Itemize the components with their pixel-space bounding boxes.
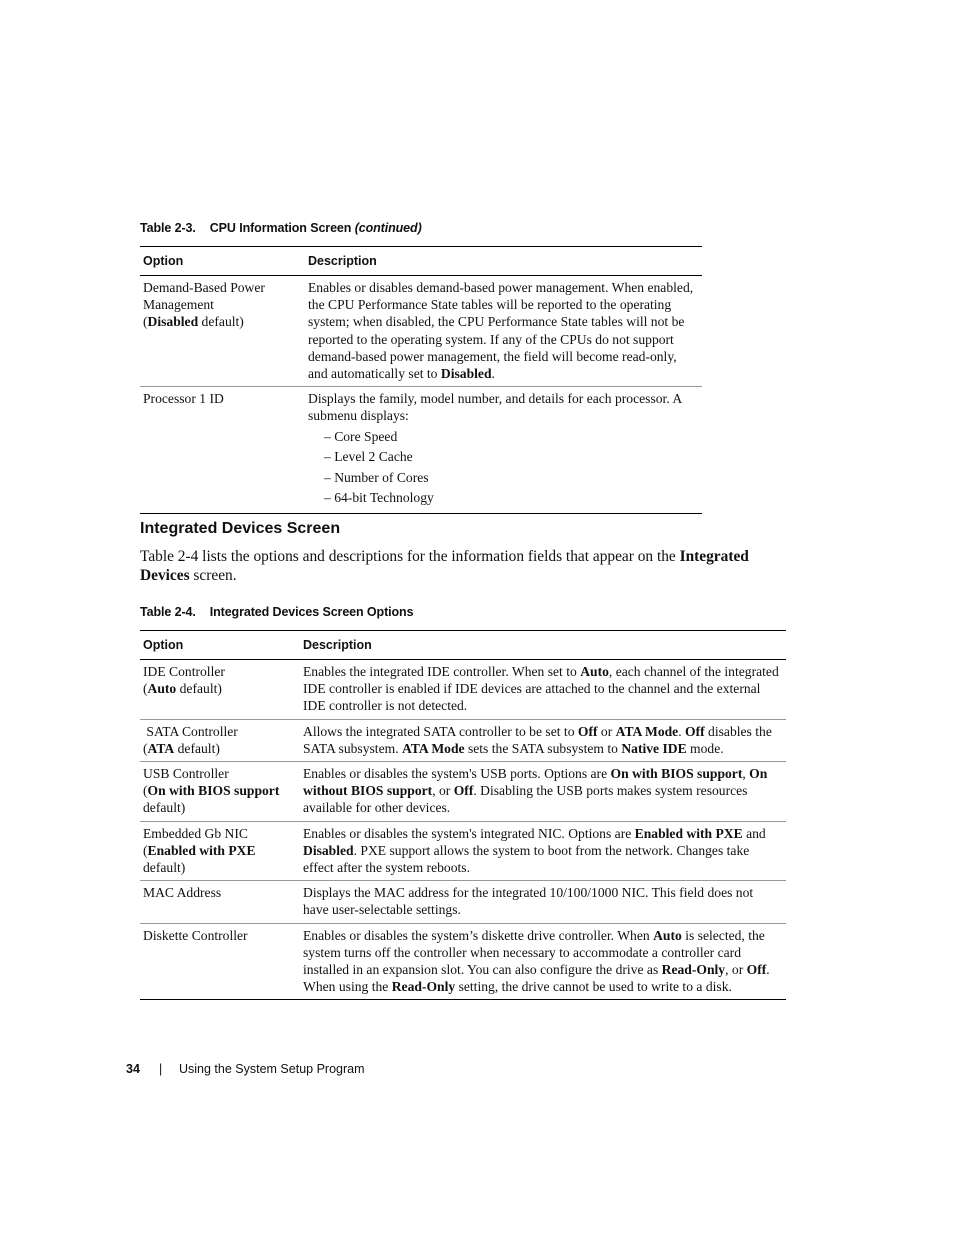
caption-title: Integrated Devices Screen Options xyxy=(209,605,414,619)
description-text: , or xyxy=(725,962,747,978)
table-header-row xyxy=(140,247,702,276)
option-name: USB Controller xyxy=(143,766,229,782)
integrated-devices-table xyxy=(140,630,786,1000)
option-cell xyxy=(140,660,300,720)
description-text: . PXE support allows the system to boot from the network. Changes take effect after the system reboots. xyxy=(303,842,750,876)
submenu-item: – Number of Cores xyxy=(324,469,429,485)
description-bold: On with BIOS support xyxy=(610,766,743,782)
description-text: , or xyxy=(432,783,454,799)
paragraph-bold: Integrated Devices xyxy=(140,548,749,584)
option-default-open: ( xyxy=(143,842,148,858)
table-row xyxy=(140,762,786,822)
description-text: , xyxy=(742,766,750,782)
description-text: Enables or disables the system's integrated NIC. Options are xyxy=(303,825,635,841)
description-bold: Disabled xyxy=(303,842,354,858)
description-cell: Displays the MAC address for the integrated 10/100/1000 NIC. This field does not have user-selectable settings. xyxy=(300,881,786,923)
description-bold: Read-Only xyxy=(391,979,456,995)
description-bold: Off xyxy=(453,783,474,799)
option-cell: Diskette Controller xyxy=(140,923,300,1000)
description-text: Enables or disables the system’s diskette drive controller. When xyxy=(303,927,654,943)
description-text: is selected, the system turns off the controller when necessary to accommodate a controller card installed in an expansion slot. You can also configure the drive as xyxy=(303,927,765,978)
submenu-list xyxy=(308,427,698,509)
table-header-row xyxy=(140,631,786,660)
option-name: Demand-Based Power Management xyxy=(143,280,265,313)
table-row xyxy=(140,821,786,881)
description-text: and xyxy=(742,825,766,841)
option-default-close: default) xyxy=(176,681,222,697)
submenu-item: – 64-bit Technology xyxy=(324,490,434,506)
description-text: Displays the family, model number, and details for each processor. A submenu displays: xyxy=(308,391,682,424)
description-text: . When using the xyxy=(303,962,770,995)
submenu-item: – Level 2 Cache xyxy=(324,449,413,465)
caption-number: Table 2-3. xyxy=(140,221,196,235)
option-cell xyxy=(140,762,300,822)
option-default-value: Enabled with PXE xyxy=(147,842,256,858)
option-default-close: default) xyxy=(143,800,186,816)
description-text: . xyxy=(678,723,686,739)
option-default-value: Disabled xyxy=(147,314,199,330)
option-default-value: Auto xyxy=(147,681,177,697)
table-row xyxy=(140,881,786,923)
description-text: Enables or disables the system's USB ports. Options are xyxy=(303,766,611,782)
table-row xyxy=(140,719,786,761)
table-2-3-caption xyxy=(140,221,422,235)
table-2-4-caption xyxy=(140,605,413,619)
option-default-close: default) xyxy=(143,860,186,876)
description-cell xyxy=(305,276,702,387)
description-text: Allows the integrated SATA controller to be set to xyxy=(303,723,578,739)
description-cell xyxy=(300,821,786,881)
description-bold: Off xyxy=(577,723,598,739)
description-bold: Read-Only xyxy=(661,962,726,978)
section-heading: Integrated Devices Screen xyxy=(140,520,341,537)
description-cell xyxy=(300,762,786,822)
caption-continued: (continued) xyxy=(354,221,422,235)
description-text: mode. xyxy=(686,740,724,756)
description-bold: Enabled with PXE xyxy=(634,825,743,841)
description-text: disables the SATA subsystem. xyxy=(303,723,772,756)
column-header-option: Option xyxy=(140,631,300,660)
table-row xyxy=(140,276,702,387)
description-cell xyxy=(300,660,786,720)
option-cell: Processor 1 ID xyxy=(140,387,305,513)
description-bold: Off xyxy=(685,723,705,739)
page-number: 34 xyxy=(126,1062,140,1076)
column-header-option: Option xyxy=(140,247,305,276)
description-bold: Auto xyxy=(653,927,682,943)
description-cell xyxy=(305,387,702,513)
description-bold: Auto xyxy=(580,664,609,679)
cpu-information-table xyxy=(140,246,702,514)
description-text: Enables the integrated IDE controller. When set to xyxy=(303,664,581,679)
section-paragraph xyxy=(140,548,785,585)
option-cell: MAC Address xyxy=(140,881,300,923)
description-bold: Disabled xyxy=(440,366,492,382)
description-text: . Disabling the USB ports makes system resources available for other devices. xyxy=(303,783,748,816)
paragraph-text: Table 2-4 lists the options and descriptions for the information fields that appear on the xyxy=(140,548,680,565)
column-header-description: Description xyxy=(305,247,702,276)
option-default-open: ( xyxy=(143,783,148,799)
description-cell xyxy=(300,719,786,761)
description-cell xyxy=(300,923,786,1000)
option-default-value: On with BIOS support xyxy=(147,783,280,799)
description-text: or xyxy=(597,723,616,739)
description-text: setting, the drive cannot be used to write to a disk. xyxy=(455,979,732,995)
option-default-open: ( xyxy=(143,740,148,756)
table-row xyxy=(140,923,786,1000)
column-header-description: Description xyxy=(300,631,786,660)
caption-number: Table 2-4. xyxy=(140,605,196,619)
option-cell xyxy=(140,719,300,761)
option-name: Embedded Gb NIC xyxy=(143,825,248,841)
description-bold: ATA Mode xyxy=(615,723,679,739)
description-text: Enables or disables demand-based power management. When enabled, the CPU Performance State tables will be reported to the operating system; when disabled, the CPU Performance State tables will not be reported to the operating system. If any of the CPUs do not support demand-based power management, the field will become read-only, and automatically set to xyxy=(308,280,694,382)
submenu-item: – Core Speed xyxy=(324,428,398,444)
option-name: IDE Controller xyxy=(143,664,225,679)
description-bold: Native IDE xyxy=(621,740,687,756)
description-bold: On without BIOS support xyxy=(303,766,768,799)
option-cell xyxy=(140,276,305,387)
option-default-value: ATA xyxy=(147,740,175,756)
description-bold: Off xyxy=(746,962,767,978)
footer-separator: | xyxy=(159,1062,163,1076)
footer-chapter-title: Using the System Setup Program xyxy=(179,1062,365,1076)
option-default-close: default) xyxy=(174,740,220,756)
option-default-open: ( xyxy=(143,314,148,330)
option-default-close: default) xyxy=(198,314,244,330)
option-default-open: ( xyxy=(143,681,148,697)
description-text: . xyxy=(491,366,495,382)
option-name: SATA Controller xyxy=(146,723,238,739)
caption-title: CPU Information Screen xyxy=(209,221,352,235)
description-text: sets the SATA subsystem to xyxy=(464,740,622,756)
option-cell xyxy=(140,821,300,881)
table-row xyxy=(140,387,702,513)
description-text: , each channel of the integrated IDE controller is enabled if IDE devices are attached to the channel and the external IDE controller is not detected. xyxy=(303,664,779,714)
description-bold: ATA Mode xyxy=(402,740,465,756)
paragraph-text: screen. xyxy=(189,566,237,584)
table-row xyxy=(140,660,786,720)
